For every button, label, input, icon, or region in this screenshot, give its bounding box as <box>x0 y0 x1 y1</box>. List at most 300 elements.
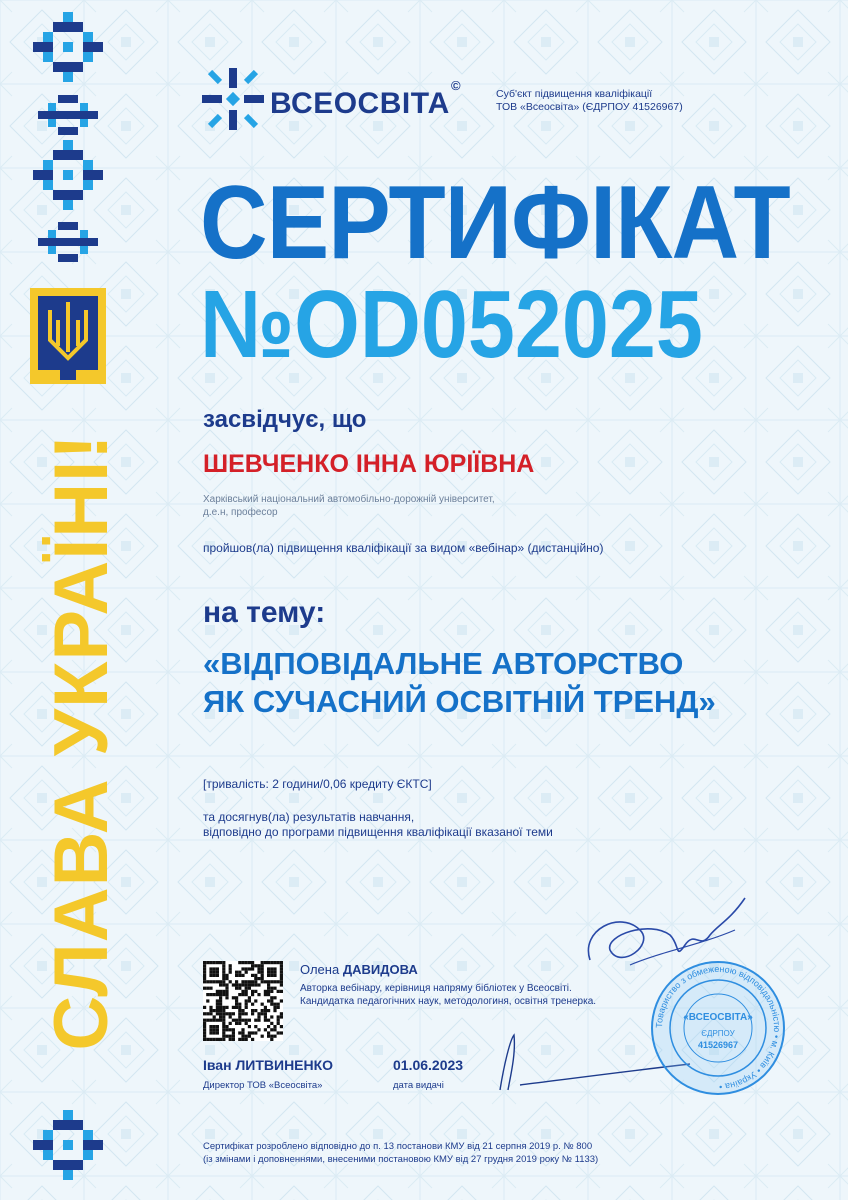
qr-module <box>251 990 254 993</box>
qr-module <box>222 974 225 977</box>
qr-module <box>273 961 276 964</box>
topic-line-1: «ВІДПОВІДАЛЬНЕ АВТОРСТВО <box>203 646 684 681</box>
qr-module <box>280 983 283 986</box>
qr-module <box>235 987 238 990</box>
copyright-mark: © <box>451 78 461 93</box>
qr-module <box>235 980 238 983</box>
qr-module <box>203 1028 206 1031</box>
qr-module <box>257 1012 260 1015</box>
qr-module <box>209 974 212 977</box>
qr-module <box>235 1019 238 1022</box>
qr-module <box>280 1015 283 1018</box>
qr-module <box>229 1035 232 1038</box>
qr-module <box>241 993 244 996</box>
qr-module <box>222 1006 225 1009</box>
qr-module <box>264 1019 267 1022</box>
qr-module <box>261 1012 264 1015</box>
qr-module <box>273 1003 276 1006</box>
qr-module <box>213 980 216 983</box>
qr-module <box>277 961 280 964</box>
qr-module <box>219 983 222 986</box>
qr-module <box>235 1003 238 1006</box>
qr-module <box>280 971 283 974</box>
qr-module <box>273 971 276 974</box>
qr-module <box>213 1019 216 1022</box>
qr-module <box>203 961 206 964</box>
qr-module <box>251 961 254 964</box>
qr-module <box>264 1006 267 1009</box>
qr-module <box>203 967 206 970</box>
signer1-desc-line-1: Авторка вебінару, керівниця напряму бібліотек у Всеосвіті. <box>300 983 572 994</box>
qr-module <box>270 974 273 977</box>
qr-module <box>238 971 241 974</box>
qr-module <box>222 1035 225 1038</box>
qr-module <box>229 1022 232 1025</box>
qr-module <box>261 1009 264 1012</box>
qr-module <box>267 993 270 996</box>
footer-line-1: Сертифікат розроблено відповідно до п. 13 постанови КМУ від 21 серпня 2019 р. № 800 <box>203 1141 593 1152</box>
qr-module <box>241 1009 244 1012</box>
qr-module <box>267 999 270 1002</box>
qr-module <box>267 1031 270 1034</box>
qr-module <box>222 1028 225 1031</box>
qr-module <box>264 1028 267 1031</box>
qr-module <box>257 971 260 974</box>
affiliation-line-2: д.е.н, професор <box>203 507 278 518</box>
qr-module <box>248 1019 251 1022</box>
qr-module <box>254 1025 257 1028</box>
qr-module <box>209 967 212 970</box>
subject-info <box>496 88 683 114</box>
qr-module <box>219 1009 222 1012</box>
recipient-affiliation <box>203 493 495 519</box>
qr-module <box>245 1022 248 1025</box>
qr-module <box>254 974 257 977</box>
qr-module <box>254 1019 257 1022</box>
qr-module <box>238 974 241 977</box>
qr-module <box>203 1022 206 1025</box>
qr-module <box>267 983 270 986</box>
qr-module <box>261 961 264 964</box>
qr-module <box>232 1035 235 1038</box>
qr-module <box>235 974 238 977</box>
qr-module <box>213 971 216 974</box>
qr-module <box>222 1031 225 1034</box>
qr-module <box>280 980 283 983</box>
qr-module <box>229 964 232 967</box>
topic-line-2: ЯК СУЧАСНИЙ ОСВІТНІЙ ТРЕНД» <box>203 684 716 719</box>
qr-module <box>245 987 248 990</box>
qr-module <box>267 1019 270 1022</box>
qr-module <box>261 971 264 974</box>
qr-module <box>203 1031 206 1034</box>
qr-module <box>267 1025 270 1028</box>
qr-module <box>238 1022 241 1025</box>
result-line-2: відповідно до програми підвищення кваліфікації вказаної теми <box>203 825 553 839</box>
qr-module <box>267 990 270 993</box>
qr-module <box>222 980 225 983</box>
qr-module <box>270 980 273 983</box>
qr-module <box>229 967 232 970</box>
qr-module <box>219 993 222 996</box>
qr-module <box>245 961 248 964</box>
qr-module <box>245 971 248 974</box>
qr-module <box>251 1003 254 1006</box>
qr-module <box>238 1019 241 1022</box>
qr-module <box>209 971 212 974</box>
qr-module <box>216 1031 219 1034</box>
qr-module <box>213 1031 216 1034</box>
qr-module <box>222 1015 225 1018</box>
qr-module <box>248 961 251 964</box>
qr-module <box>257 967 260 970</box>
qr-module <box>209 1012 212 1015</box>
qr-module <box>206 1038 209 1041</box>
qr-module <box>235 996 238 999</box>
qr-module <box>261 964 264 967</box>
qr-module <box>213 961 216 964</box>
stamp-outer-text: Товариство з обмеженою відповідальністю • м. Київ • Україна • <box>653 963 783 1093</box>
qr-module <box>222 1025 225 1028</box>
qr-module <box>206 993 209 996</box>
signer1-last-name: ДАВИДОВА <box>342 962 418 977</box>
qr-module <box>264 993 267 996</box>
qr-module <box>229 1038 232 1041</box>
qr-module <box>277 990 280 993</box>
vertical-slogan: СЛАВА УКРАЇНІ! <box>39 433 124 1051</box>
qr-module <box>251 980 254 983</box>
qr-module <box>270 1038 273 1041</box>
qr-module <box>241 983 244 986</box>
qr-module <box>229 1015 232 1018</box>
qr-module <box>209 1025 212 1028</box>
qr-module <box>232 1019 235 1022</box>
qr-module <box>273 1025 276 1028</box>
qr-module <box>254 983 257 986</box>
qr-module <box>219 980 222 983</box>
qr-module <box>229 980 232 983</box>
qr-module <box>267 1035 270 1038</box>
qr-module <box>267 980 270 983</box>
qr-module <box>241 1028 244 1031</box>
qr-module <box>216 1003 219 1006</box>
qr-module <box>216 1028 219 1031</box>
qr-module <box>273 980 276 983</box>
signer1-desc-line-2: Кандидатка педагогічних наук, методологиня, освітня тренерка. <box>300 996 597 1007</box>
qr-module <box>203 1035 206 1038</box>
qr-module <box>248 999 251 1002</box>
qr-module <box>270 1015 273 1018</box>
qr-module <box>261 1035 264 1038</box>
qr-module <box>213 1028 216 1031</box>
topic-label: на тему: <box>203 596 326 629</box>
qr-module <box>270 967 273 970</box>
qr-module <box>280 1031 283 1034</box>
qr-module <box>264 990 267 993</box>
trident-emblem-icon <box>30 288 106 384</box>
qr-module <box>251 983 254 986</box>
topic-title <box>203 645 716 721</box>
qr-module <box>209 1009 212 1012</box>
qr-module <box>277 1019 280 1022</box>
qr-module <box>232 983 235 986</box>
qr-module <box>241 1035 244 1038</box>
qr-module <box>267 967 270 970</box>
qr-module <box>280 964 283 967</box>
qr-module <box>261 977 264 980</box>
qr-module <box>251 1009 254 1012</box>
qr-module <box>248 987 251 990</box>
qr-module <box>238 987 241 990</box>
qr-module <box>277 980 280 983</box>
legal-footer <box>203 1140 598 1166</box>
qr-module <box>270 961 273 964</box>
qr-module <box>213 1025 216 1028</box>
qr-module <box>203 1012 206 1015</box>
qr-module <box>273 967 276 970</box>
qr-module <box>206 961 209 964</box>
signer2-first-name: Іван <box>203 1057 232 1073</box>
qr-module <box>273 996 276 999</box>
qr-module <box>270 990 273 993</box>
qr-module <box>238 1012 241 1015</box>
qr-module <box>238 983 241 986</box>
signer1-name <box>300 962 418 977</box>
qr-module <box>203 1019 206 1022</box>
qr-module <box>248 983 251 986</box>
qr-module <box>241 1012 244 1015</box>
qr-module <box>209 1038 212 1041</box>
qr-module <box>216 974 219 977</box>
qr-module <box>216 1025 219 1028</box>
qr-module <box>209 1019 212 1022</box>
qr-module <box>203 980 206 983</box>
qr-module <box>213 967 216 970</box>
recipient-name: ШЕВЧЕНКО ІННА ЮРІЇВНА <box>203 450 535 478</box>
qr-module <box>225 996 228 999</box>
subject-line-1: Суб'єкт підвищення кваліфікації <box>496 88 653 100</box>
qr-module <box>219 1003 222 1006</box>
qr-module <box>251 974 254 977</box>
qr-module <box>222 967 225 970</box>
qr-module <box>270 1028 273 1031</box>
qr-module <box>267 974 270 977</box>
qr-module <box>213 1009 216 1012</box>
qr-module <box>245 993 248 996</box>
qr-module <box>241 967 244 970</box>
affiliation-line-1: Харківський національний автомобільно-дорожній університет, <box>203 494 495 505</box>
qr-module <box>241 1038 244 1041</box>
qr-module <box>232 1038 235 1041</box>
qr-module <box>280 967 283 970</box>
qr-module <box>245 1003 248 1006</box>
result-line-1: та досягнув(ла) результатів навчання, <box>203 810 415 824</box>
qr-module <box>209 980 212 983</box>
qr-module <box>206 987 209 990</box>
qr-module <box>222 1022 225 1025</box>
qr-module <box>222 1009 225 1012</box>
certifies-text: засвідчує, що <box>203 406 367 433</box>
qr-module <box>209 1028 212 1031</box>
qr-module <box>219 1038 222 1041</box>
qr-module <box>277 1015 280 1018</box>
qr-module <box>241 980 244 983</box>
qr-module <box>225 987 228 990</box>
qr-module <box>222 1019 225 1022</box>
qr-module <box>254 980 257 983</box>
qr-module <box>213 993 216 996</box>
qr-module <box>225 974 228 977</box>
qr-module <box>206 980 209 983</box>
qr-module <box>219 961 222 964</box>
qr-module <box>254 964 257 967</box>
qr-module <box>270 987 273 990</box>
qr-module <box>257 1028 260 1031</box>
passed-text: пройшов(ла) підвищення кваліфікації за видом «вебінар» (дистанційно) <box>203 541 604 555</box>
qr-module <box>222 990 225 993</box>
signer2-role: Директор ТОВ «Всеосвіта» <box>203 1080 323 1091</box>
qr-module <box>245 1035 248 1038</box>
qr-module <box>222 977 225 980</box>
qr-module <box>257 1019 260 1022</box>
qr-module <box>213 1038 216 1041</box>
qr-module <box>248 1035 251 1038</box>
qr-module <box>248 996 251 999</box>
qr-module <box>248 980 251 983</box>
qr-module <box>238 1003 241 1006</box>
qr-module <box>219 1015 222 1018</box>
subject-line-2: ТОВ «Всеосвіта» (ЄДРПОУ 41526967) <box>496 101 683 113</box>
qr-module <box>238 961 241 964</box>
qr-module <box>219 1006 222 1009</box>
signer1-description <box>300 982 596 1008</box>
qr-module <box>257 993 260 996</box>
qr-module <box>273 987 276 990</box>
qr-module <box>254 1031 257 1034</box>
qr-code[interactable] <box>203 961 283 1041</box>
qr-module <box>273 1009 276 1012</box>
signer2-last-name: ЛИТВИНЕНКО <box>235 1057 334 1073</box>
qr-module <box>280 999 283 1002</box>
qr-module <box>222 983 225 986</box>
qr-module <box>267 971 270 974</box>
qr-module <box>251 967 254 970</box>
qr-module <box>245 1006 248 1009</box>
qr-module <box>251 1031 254 1034</box>
qr-module <box>254 990 257 993</box>
qr-module <box>270 971 273 974</box>
qr-module <box>209 1031 212 1034</box>
qr-module <box>235 1022 238 1025</box>
qr-module <box>203 971 206 974</box>
qr-module <box>280 990 283 993</box>
qr-module <box>241 961 244 964</box>
certificate-title: СЕРТИФІКАТ <box>200 165 790 281</box>
result-text <box>203 810 553 840</box>
qr-module <box>273 1028 276 1031</box>
qr-module <box>219 996 222 999</box>
qr-module <box>273 1035 276 1038</box>
qr-module <box>225 1028 228 1031</box>
qr-module <box>277 1006 280 1009</box>
qr-module <box>270 1035 273 1038</box>
qr-module <box>225 993 228 996</box>
qr-module <box>229 1012 232 1015</box>
qr-module <box>277 1022 280 1025</box>
qr-module <box>222 1012 225 1015</box>
qr-module <box>206 1012 209 1015</box>
qr-module <box>229 1028 232 1031</box>
duration-text: [тривалість: 2 години/0,06 кредиту ЄКТС] <box>203 777 432 791</box>
qr-module <box>277 1031 280 1034</box>
qr-module <box>238 1015 241 1018</box>
qr-module <box>280 1012 283 1015</box>
qr-module <box>277 1003 280 1006</box>
qr-module <box>257 1015 260 1018</box>
logo-name: ВСЕОСВІТА <box>270 87 450 120</box>
qr-module <box>235 999 238 1002</box>
qr-module <box>222 993 225 996</box>
qr-module <box>232 1012 235 1015</box>
qr-module <box>216 961 219 964</box>
qr-module <box>241 1031 244 1034</box>
qr-module <box>203 1006 206 1009</box>
qr-module <box>222 961 225 964</box>
qr-module <box>216 999 219 1002</box>
qr-module <box>216 1019 219 1022</box>
qr-module <box>216 967 219 970</box>
qr-module <box>225 990 228 993</box>
qr-module <box>235 983 238 986</box>
qr-module <box>213 1015 216 1018</box>
qr-module <box>251 993 254 996</box>
qr-module <box>251 964 254 967</box>
qr-module <box>267 987 270 990</box>
qr-module <box>203 977 206 980</box>
issue-date-label: дата видачі <box>393 1080 444 1091</box>
stamp-code: 41526967 <box>697 1040 739 1050</box>
qr-module <box>203 987 206 990</box>
qr-module <box>232 1031 235 1034</box>
stamp-center-name: «ВСЕОСВІТА» <box>683 1012 753 1023</box>
qr-module <box>248 1025 251 1028</box>
qr-module <box>280 974 283 977</box>
qr-module <box>248 1031 251 1034</box>
qr-module <box>209 961 212 964</box>
qr-module <box>264 980 267 983</box>
qr-module <box>238 993 241 996</box>
qr-module <box>280 1025 283 1028</box>
qr-module <box>270 1003 273 1006</box>
qr-module <box>216 980 219 983</box>
qr-module <box>225 977 228 980</box>
qr-module <box>232 1028 235 1031</box>
qr-module <box>203 974 206 977</box>
qr-module <box>203 964 206 967</box>
qr-module <box>261 980 264 983</box>
qr-module <box>209 987 212 990</box>
qr-module <box>225 983 228 986</box>
qr-module <box>241 990 244 993</box>
qr-module <box>225 1025 228 1028</box>
qr-module <box>254 999 257 1002</box>
qr-module <box>209 1006 212 1009</box>
qr-module <box>270 999 273 1002</box>
qr-module <box>225 1035 228 1038</box>
qr-module <box>280 961 283 964</box>
qr-module <box>270 996 273 999</box>
qr-module <box>273 1006 276 1009</box>
